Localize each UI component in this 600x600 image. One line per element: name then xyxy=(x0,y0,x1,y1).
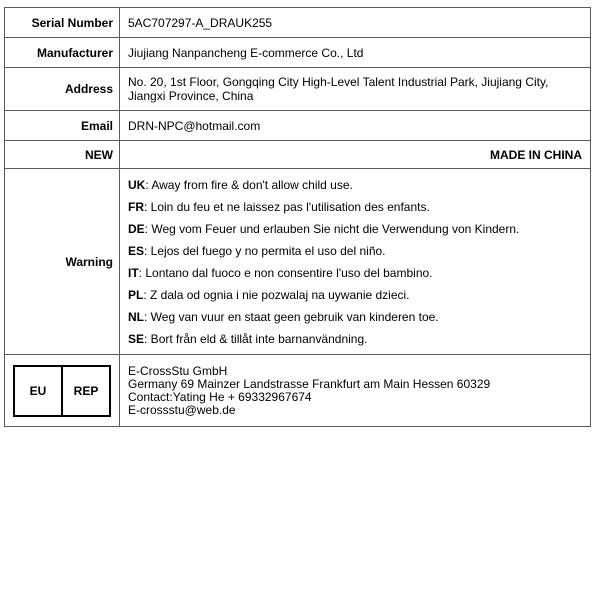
warning-text: : Loin du feu et ne laissez pas l'utilisation des enfants. xyxy=(144,199,430,214)
eu-rep-symbol-eu: EU xyxy=(15,367,63,415)
warning-item xyxy=(128,262,582,284)
manufacturer-row xyxy=(5,38,591,68)
warning-text: : Weg vom Feuer und erlauben Sie nicht die Verwendung von Kindern. xyxy=(144,221,520,236)
eu-rep-symbol-cell xyxy=(5,355,120,427)
warning-item xyxy=(128,328,582,350)
serial-number-row xyxy=(5,8,591,38)
warning-list xyxy=(128,174,582,350)
serial-number-value: 5AC707297-A_DRAUK255 xyxy=(120,8,591,38)
serial-number-label: Serial Number xyxy=(5,8,120,38)
eu-rep-company: E-CrossStu GmbH xyxy=(128,363,228,378)
address-row xyxy=(5,68,591,111)
warning-item xyxy=(128,196,582,218)
warning-lang-code: DE xyxy=(128,221,145,236)
email-value: DRN-NPC@hotmail.com xyxy=(120,111,591,141)
warning-lang-code: SE xyxy=(128,331,145,346)
eu-rep-details xyxy=(120,355,591,427)
address-label: Address xyxy=(5,68,120,111)
eu-rep-email: E-crossstu@web.de xyxy=(128,402,236,417)
made-in-china-value: MADE IN CHINA xyxy=(120,141,591,169)
warning-item xyxy=(128,284,582,306)
warning-item xyxy=(128,240,582,262)
email-row xyxy=(5,111,591,141)
eu-rep-symbol-rep: REP xyxy=(73,383,99,398)
warning-list-cell xyxy=(120,169,591,355)
warning-text: : Lejos del fuego y no permita el uso del niño. xyxy=(144,243,386,258)
eu-rep-symbol xyxy=(13,365,111,417)
new-label: NEW xyxy=(5,141,120,169)
warning-text: : Bort från eld & tillåt inte barnanvändning. xyxy=(144,331,368,346)
warning-text: : Lontano dal fuoco e non consentire l'uso del bambino. xyxy=(138,265,433,280)
warning-text: : Z dala od ognia i nie pozwalaj na uywanie dzieci. xyxy=(143,287,410,302)
eu-rep-row xyxy=(5,355,591,427)
eu-rep-contact: Contact:Yating He + 69332967674 xyxy=(128,389,312,404)
warning-item xyxy=(128,174,582,196)
manufacturer-value: Jiujiang Nanpancheng E-commerce Co., Ltd xyxy=(120,38,591,68)
warning-lang-code: PL xyxy=(128,287,144,302)
warning-lang-code: ES xyxy=(128,243,145,258)
warning-text: : Weg van vuur en staat geen gebruik van kinderen toe. xyxy=(144,309,439,324)
eu-rep-address: Germany 69 Mainzer Landstrasse Frankfurt am Main Hessen 60329 xyxy=(128,376,491,391)
warning-text: : Away from fire & don't allow child use. xyxy=(145,177,353,192)
address-value: No. 20, 1st Floor, Gongqing City High-Level Talent Industrial Park, Jiujiang City, Jiangxi Province, China xyxy=(120,68,591,111)
warning-lang-code: UK xyxy=(128,177,146,192)
warning-lang-code: NL xyxy=(128,309,144,324)
warning-lang-code: IT xyxy=(128,265,139,280)
email-label: Email xyxy=(5,111,120,141)
warning-item xyxy=(128,306,582,328)
manufacturer-label: Manufacturer xyxy=(5,38,120,68)
new-row xyxy=(5,141,591,169)
warning-label: Warning xyxy=(5,169,120,355)
warning-item xyxy=(128,218,582,240)
warning-row xyxy=(5,169,591,355)
warning-lang-code: FR xyxy=(128,199,144,214)
product-label-table xyxy=(4,7,591,427)
